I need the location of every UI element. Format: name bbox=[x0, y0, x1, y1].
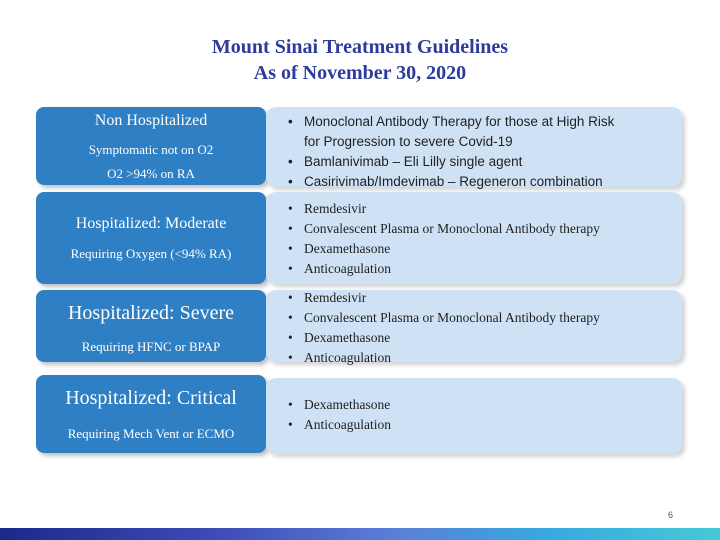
treatment-box-hospitalized-moderate bbox=[266, 192, 682, 284]
slide-title: Mount Sinai Treatment Guidelines bbox=[211, 36, 509, 58]
criteria-label: Requiring Mech Vent or ECMO bbox=[67, 426, 235, 441]
treatment-item: • Anticoagulation bbox=[288, 415, 391, 435]
treatment-item-continuation: for Progression to severe Covid-19 bbox=[304, 134, 513, 149]
page-number: 6 bbox=[668, 510, 674, 520]
criteria-line-1: Symptomatic not on O2 bbox=[88, 142, 214, 157]
treatment-item: • Anticoagulation bbox=[288, 259, 600, 279]
category-label: Non Hospitalized bbox=[94, 112, 208, 129]
category-box-hospitalized-moderate bbox=[36, 192, 266, 284]
treatment-item: • Dexamethasone bbox=[288, 395, 391, 415]
footer-gradient-bar bbox=[0, 528, 720, 540]
category-label: Hospitalized: Moderate bbox=[75, 215, 227, 232]
treatment-item: • Anticoagulation bbox=[288, 348, 600, 368]
treatment-box-hospitalized-critical bbox=[266, 378, 682, 454]
treatment-list bbox=[288, 395, 391, 435]
criteria-label: Requiring Oxygen (<94% RA) bbox=[70, 246, 232, 261]
treatment-item: • Bamlanivimab – Eli Lilly single agent bbox=[288, 152, 614, 172]
category-label: Hospitalized: Severe bbox=[67, 302, 235, 324]
treatment-list bbox=[288, 112, 614, 192]
category-label: Hospitalized: Critical bbox=[65, 387, 237, 409]
category-box-non-hospitalized bbox=[36, 107, 266, 185]
treatment-box-non-hospitalized bbox=[266, 107, 682, 187]
treatment-item: • Convalescent Plasma or Monoclonal Antibody therapy bbox=[288, 308, 600, 328]
treatment-list bbox=[288, 288, 600, 368]
treatment-item: • Casirivimab/Imdevimab – Regeneron combination bbox=[288, 172, 614, 192]
treatment-box-hospitalized-severe bbox=[266, 290, 682, 365]
category-box-hospitalized-critical bbox=[36, 375, 266, 453]
treatment-item: • Convalescent Plasma or Monoclonal Antibody therapy bbox=[288, 219, 600, 239]
treatment-item: • Remdesivir bbox=[288, 199, 600, 219]
criteria-label: Requiring HFNC or BPAP bbox=[81, 339, 221, 354]
treatment-item: • Remdesivir bbox=[288, 288, 600, 308]
category-box-hospitalized-severe bbox=[36, 290, 266, 362]
criteria-line-2: O2 >94% on RA bbox=[107, 166, 195, 181]
treatment-item: • Dexamethasone bbox=[288, 328, 600, 348]
treatment-list bbox=[288, 199, 600, 279]
treatment-item: • Dexamethasone bbox=[288, 239, 600, 259]
treatment-item: • Monoclonal Antibody Therapy for those at High Risk bbox=[288, 112, 614, 132]
slide-subtitle: As of November 30, 2020 bbox=[253, 62, 467, 84]
